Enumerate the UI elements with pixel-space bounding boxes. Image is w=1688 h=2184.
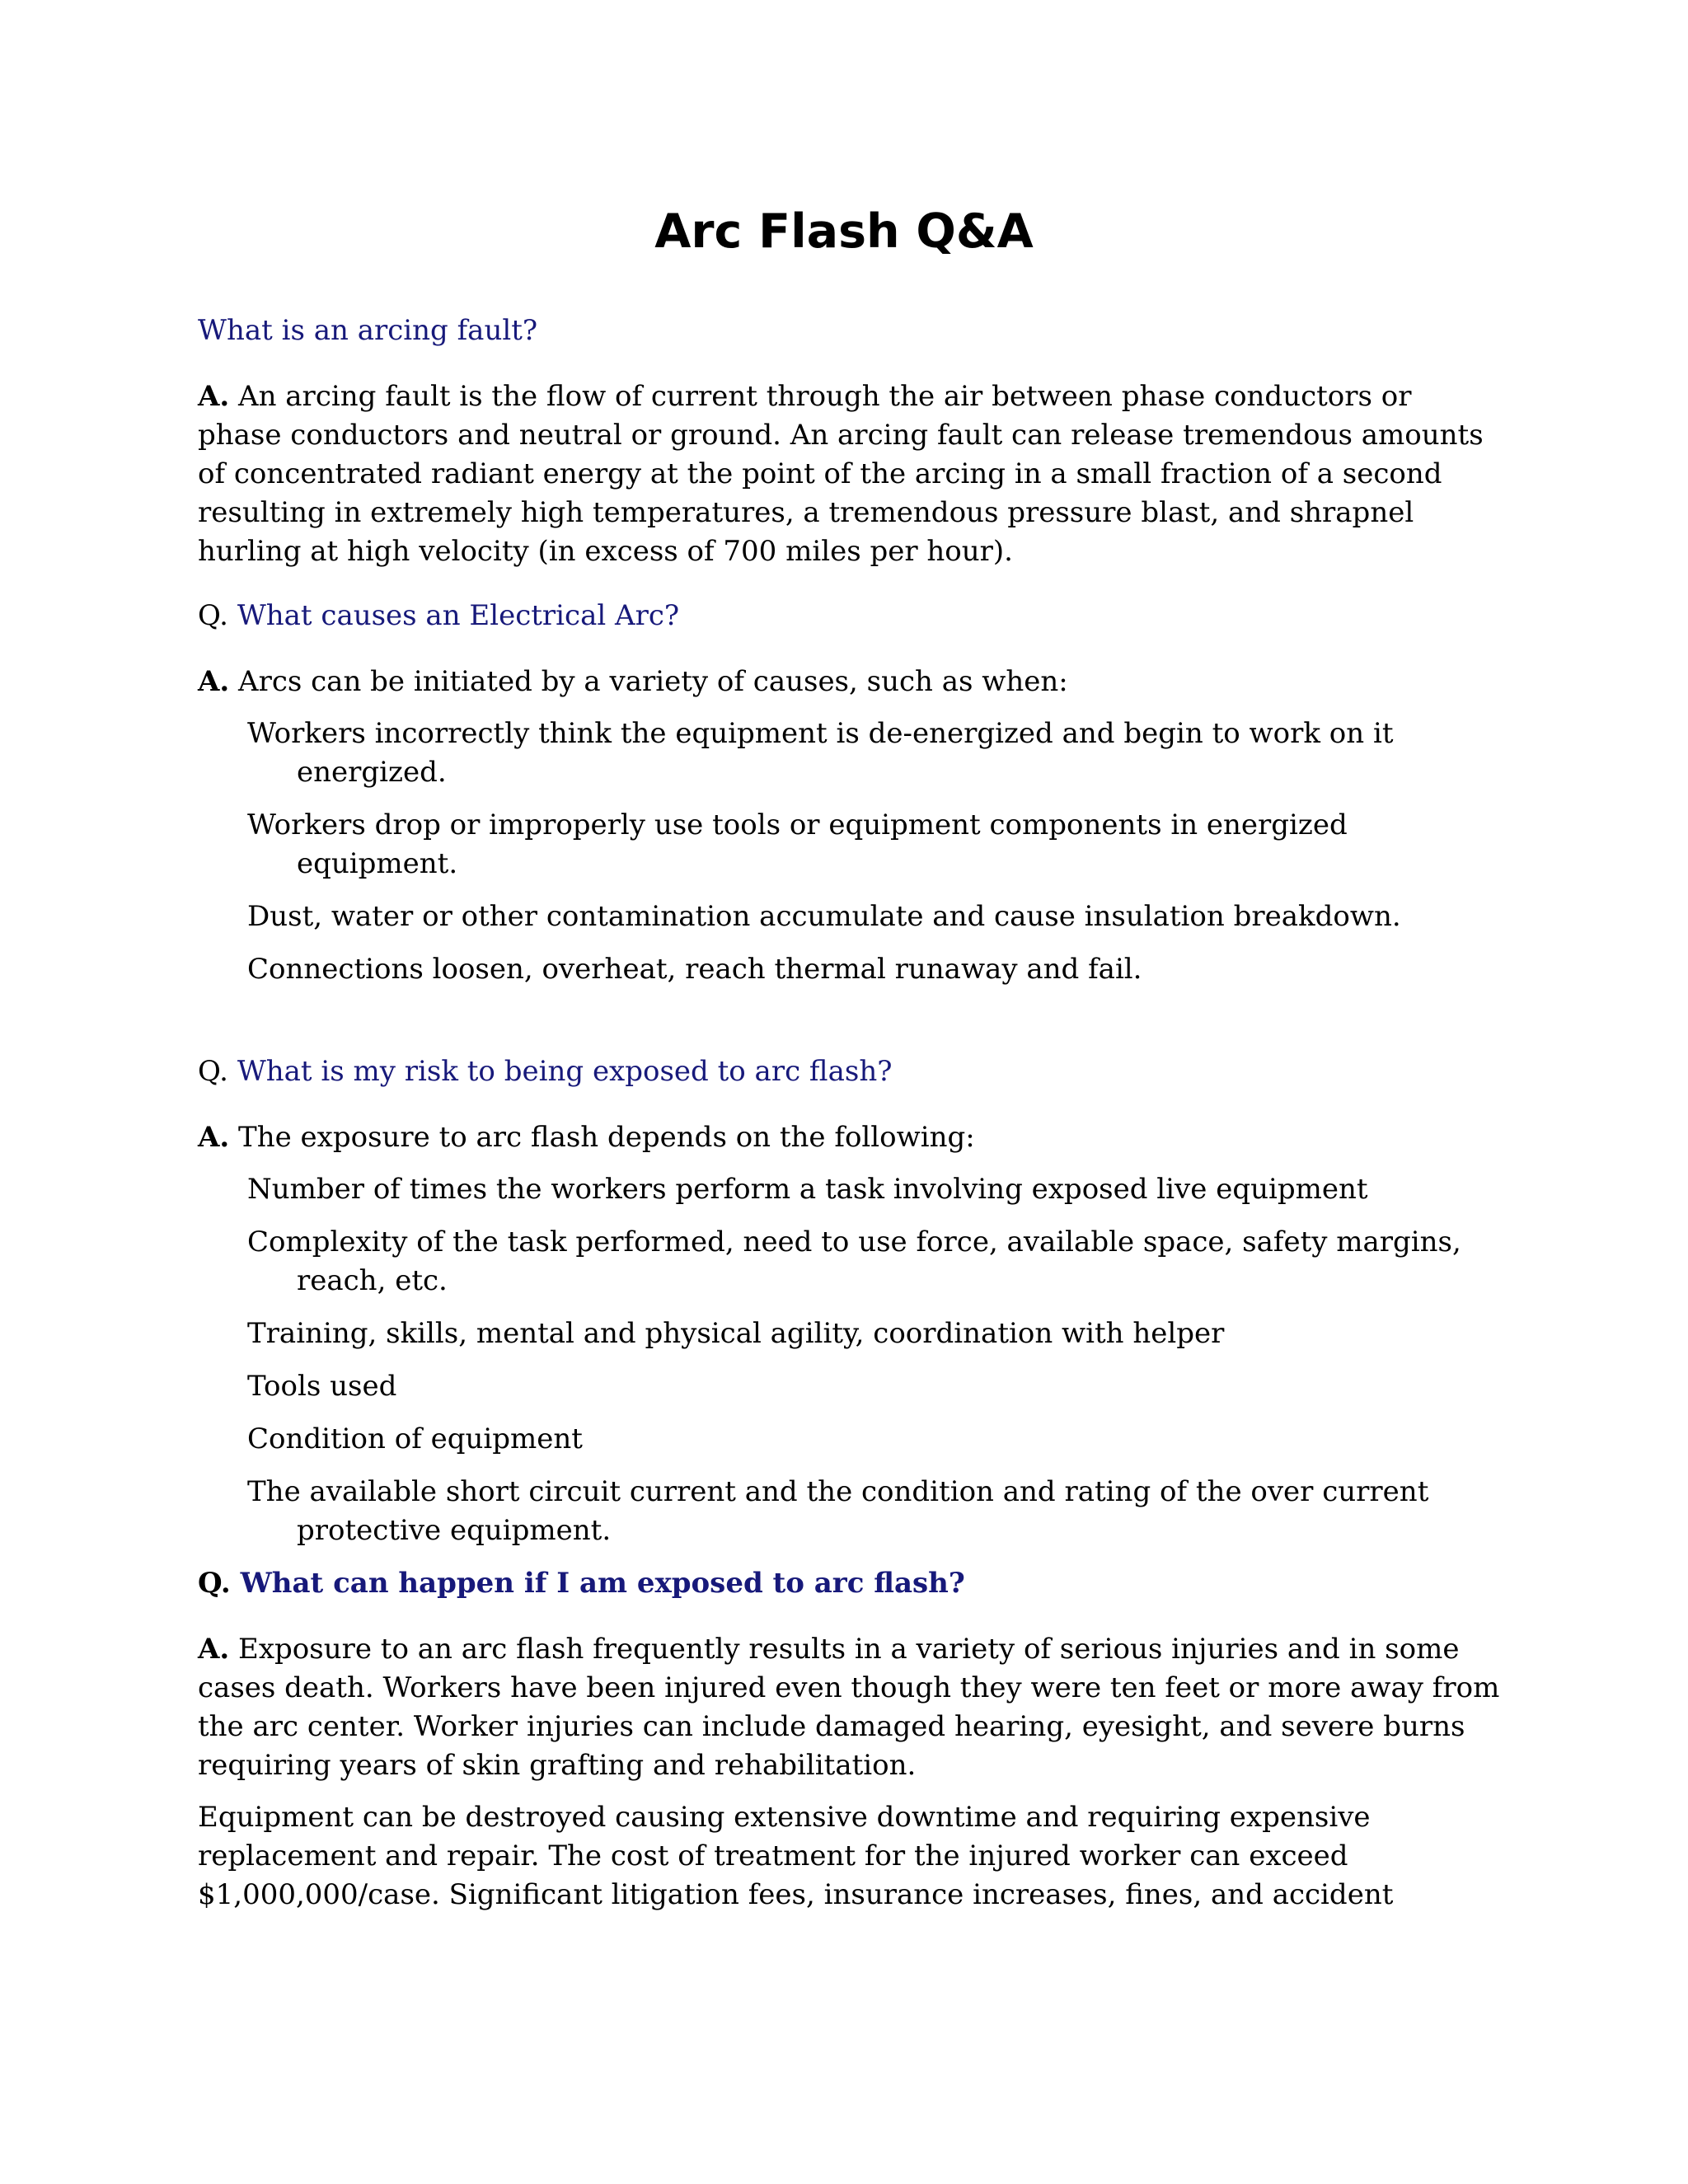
question-3-prefix: Q. (198, 1055, 228, 1088)
question-1 (198, 312, 1500, 350)
answer-1-prefix: A. (198, 380, 230, 413)
list-item: Workers incorrectly think the equipment is de-energized and begin to work on it energized. (247, 717, 1394, 789)
causes-list (198, 715, 1500, 989)
question-3-text: What is my risk to being exposed to arc flash? (237, 1055, 893, 1088)
list-item: Training, skills, mental and physical agility, coordination with helper (247, 1317, 1225, 1350)
list-item: Number of times the workers perform a task involving exposed live equipment (247, 1173, 1368, 1206)
answer-4-text: Exposure to an arc flash frequently results in a variety of serious injuries and in some cases death. Workers have been injured even though they were ten feet or more away from the arc center. Worker injuries can include damaged hearing, eyesight, and severe burns requiring years of skin grafting and rehabilitation. (198, 1633, 1500, 1782)
list-item: Tools used (247, 1370, 397, 1403)
answer-4-prefix: A. (198, 1633, 230, 1666)
answer-3-prefix: A. (198, 1121, 230, 1154)
list-item: Connections loosen, overheat, reach thermal runaway and fail. (247, 953, 1142, 986)
document-body (198, 312, 1500, 1928)
answer-1-text: An arcing fault is the flow of current through the air between phase conductors or phase conductors and neutral or ground. An arcing fault can release tremendous amounts of concentrated radiant energy at the point of the arcing in a small fraction of a second resulting in extremely high temperatures, a tremendous pressure blast, and shrapnel hurling at high velocity (in excess of 700 miles per hour). (198, 380, 1484, 568)
question-3 (198, 1052, 1500, 1091)
answer-2-prefix: A. (198, 665, 230, 698)
answer-1 (198, 377, 1500, 571)
question-2 (198, 597, 1500, 635)
answer-2-text: Arcs can be initiated by a variety of causes, such as when: (238, 665, 1068, 698)
question-2-prefix: Q. (198, 599, 228, 632)
list-item: Dust, water or other contamination accumulate and cause insulation breakdown. (247, 900, 1401, 933)
risk-factors-list (198, 1170, 1500, 1550)
page-title: Arc Flash Q&A (654, 204, 1034, 259)
answer-2 (198, 663, 1500, 701)
list-item: Complexity of the task performed, need to use force, available space, safety margins, reach, etc. (247, 1226, 1461, 1297)
list-item: Workers drop or improperly use tools or equipment components in energized equipment. (247, 808, 1348, 880)
question-4-prefix: Q. (198, 1567, 231, 1600)
question-2-text: What causes an Electrical Arc? (237, 599, 680, 632)
answer-4-paragraph: Equipment can be destroyed causing extensive downtime and requiring expensive replacement and repair. The cost of treatment for the injured worker can exceed $1,000,000/case. Significant litigation fees, insurance increases, fines, and accident (198, 1801, 1394, 1911)
answer-3 (198, 1118, 1500, 1157)
question-4 (198, 1564, 1500, 1603)
question-4-text: What can happen if I am exposed to arc flash? (240, 1567, 965, 1600)
list-item: The available short circuit current and the condition and rating of the over current protective equipment. (247, 1475, 1429, 1547)
answer-3-text: The exposure to arc flash depends on the following: (238, 1121, 975, 1154)
list-item: Condition of equipment (247, 1422, 583, 1455)
question-1-text: What is an arcing fault? (198, 314, 538, 347)
answer-4 (198, 1630, 1500, 1785)
section-spacer (198, 1003, 1500, 1052)
